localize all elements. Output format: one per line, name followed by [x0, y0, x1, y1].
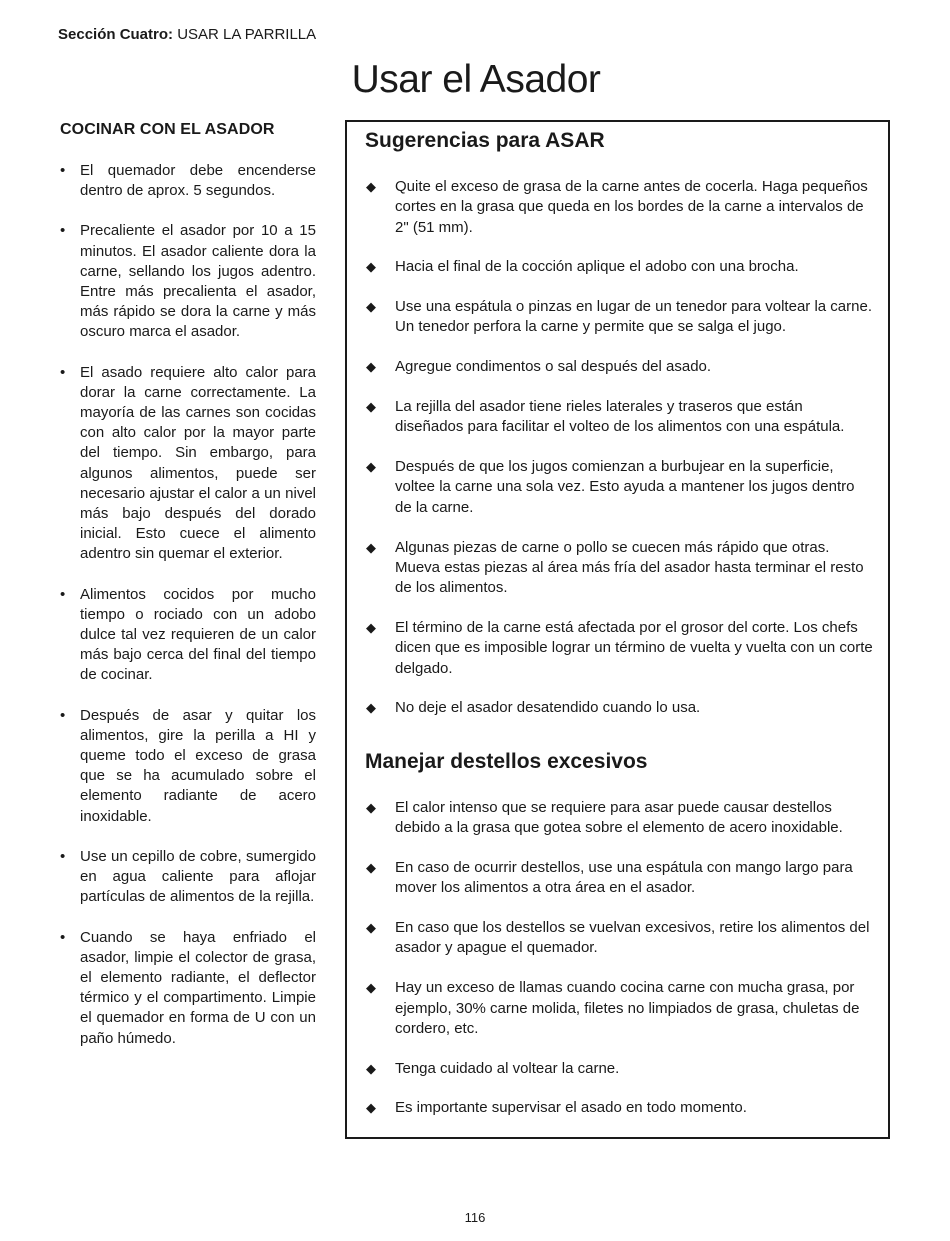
- list-item-text: En caso que los destellos se vuelvan excesivos, retire los alimentos del asador y apague el quemador.: [395, 919, 870, 957]
- list-item: [365, 257, 875, 277]
- page-title: Usar el Asador: [351, 58, 601, 101]
- diamond-bullet-icon: ◆: [366, 1100, 376, 1116]
- list-item-text: Hay un exceso de llamas cuando cocina carne con mucha grasa, por ejemplo, 30% carne molida, filetes no limpiados de grasa, chuletas de cordero, etc.: [395, 979, 860, 1037]
- list-item-text: Hacia el final de la cocción aplique el adobo con una brocha.: [395, 258, 799, 276]
- list-item-text: Quite el exceso de grasa de la carne antes de cocerla. Haga pequeños cortes en la grasa que queda en los bordes de la carne a intervalos de 2" (51 mm).: [395, 178, 868, 236]
- list-item-text: Después de asar y quitar los alimentos, gire la perilla a HI y queme todo el exceso de grasa que se ha acumulado sobre el elemento radiante de acero inoxidable.: [80, 706, 316, 825]
- list-item-text: Tenga cuidado al voltear la carne.: [395, 1059, 620, 1077]
- diamond-bullet-icon: ◆: [366, 800, 376, 815]
- bullet-icon: •: [60, 162, 66, 179]
- list-item-text: La rejilla del asador tiene rieles laterales y traseros que están diseñados para facilitar el volteo de los alimentos con una espátula.: [395, 398, 845, 436]
- diamond-bullet-icon: ◆: [366, 459, 376, 475]
- bullet-icon: •: [60, 585, 66, 603]
- list-item-text: No deje el asador desatendido cuando lo usa.: [395, 699, 701, 717]
- list-item-text: Algunas piezas de carne o pollo se cuecen más rápido que otras. Mueva estas piezas al área más fría del asador hasta terminar el resto de los alimentos.: [395, 538, 864, 597]
- list-item: [365, 978, 875, 1039]
- tips-box: [345, 120, 890, 1139]
- list-item-text: Cuando se haya enfriado el asador, limpie el colector de grasa, el elemento radiante, el deflector térmico y el compartimento. Limpie el quemador en forma de U con un paño húmedo.: [80, 928, 316, 1047]
- list-item: [60, 221, 316, 342]
- list-item: [365, 397, 875, 438]
- list-item: [365, 538, 875, 599]
- list-item: [60, 585, 316, 686]
- bullet-icon: •: [60, 706, 66, 724]
- list-item-text: El asado requiere alto calor para dorar la carne correctamente. La mayoría de las carnes son cocidas con alto calor por la mayor parte del tiempo. Sin embargo, para algunos alimentos, puede ser necesario ajustar el calor a un nivel más bajo después del dorado inicial. Esto cuece el alimento adentro sin quemar el exterior.: [80, 363, 316, 563]
- list-item: [365, 357, 875, 377]
- list-item: [365, 1059, 875, 1079]
- diamond-bullet-icon: ◆: [366, 920, 376, 936]
- list-item-text: En caso de ocurrir destellos, use una espátula con mango largo para mover los alimentos a otra área en el asador.: [395, 859, 853, 897]
- grilling-instructions-list: [60, 161, 316, 1049]
- list-item: [365, 457, 875, 518]
- diamond-bullet-icon: ◆: [366, 539, 376, 555]
- flareups-heading: Manejar destellos excesivos: [365, 750, 648, 773]
- list-item: [60, 847, 316, 908]
- list-item: [365, 918, 875, 959]
- bullet-icon: •: [60, 363, 66, 381]
- list-item: [365, 618, 875, 679]
- list-item: [365, 798, 875, 839]
- list-item: [60, 706, 316, 827]
- list-item: [60, 161, 316, 201]
- list-item-text: El término de la carne está afectada por el grosor del corte. Los chefs dicen que es imposible lograr un término de vuelta y vuelta con un corte delgado.: [395, 618, 873, 677]
- section-prefix: Sección Cuatro:: [58, 26, 174, 43]
- diamond-bullet-icon: ◆: [366, 1060, 376, 1076]
- grilling-instructions-column: [60, 121, 316, 1069]
- diamond-bullet-icon: ◆: [366, 619, 376, 635]
- suggestions-heading: Sugerencias para ASAR: [365, 129, 605, 152]
- list-item-text: El quemador debe encenderse dentro de aprox. 5 segundos.: [80, 162, 316, 200]
- list-item: [60, 363, 316, 565]
- bullet-icon: •: [60, 847, 66, 865]
- left-column-heading: COCINAR CON EL ASADOR: [60, 121, 275, 138]
- list-item-text: Use una espátula o pinzas en lugar de un tenedor para voltear la carne. Un tenedor perfora la carne y permite que se salga el jugo.: [395, 298, 872, 336]
- list-item-text: Use un cepillo de cobre, sumergido en agua caliente para aflojar partículas de alimentos de la rejilla.: [80, 847, 316, 906]
- section-label: [58, 26, 316, 43]
- section-name: USAR LA PARRILLA: [177, 26, 317, 43]
- page-number: 116: [464, 1210, 486, 1225]
- list-item-text: Es importante supervisar el asado en todo momento.: [395, 1099, 747, 1117]
- list-item-text: El calor intenso que se requiere para asar puede causar destellos debido a la grasa que gotea sobre el elemento de acero inoxidable.: [395, 799, 843, 837]
- list-item-text: Después de que los jugos comienzan a burbujear en la superficie, voltee la carne una sola vez. Esto ayuda a mantener los jugos dentro de la carne.: [395, 458, 855, 516]
- bullet-icon: •: [60, 222, 66, 240]
- list-item: [365, 1098, 875, 1118]
- bullet-icon: •: [60, 928, 66, 946]
- list-item: [365, 297, 875, 338]
- list-item: [365, 858, 875, 899]
- diamond-bullet-icon: ◆: [366, 860, 376, 876]
- diamond-bullet-icon: ◆: [366, 399, 376, 415]
- diamond-bullet-icon: ◆: [366, 299, 376, 315]
- list-item: [365, 177, 875, 238]
- suggestions-list: [365, 177, 875, 738]
- diamond-bullet-icon: ◆: [366, 700, 376, 716]
- list-item-text: Precaliente el asador por 10 a 15 minutos. El asador caliente dora la carne, sellando los jugos adentro. Entre más precalienta el asador, más rápido se dora la carne y más oscuro marca el asador.: [80, 222, 316, 341]
- list-item-text: Alimentos cocidos por mucho tiempo o rociado con un adobo dulce tal vez requieren de un calor más bajo cerca del final del tiempo de cocinar.: [80, 585, 316, 684]
- diamond-bullet-icon: ◆: [366, 179, 376, 194]
- diamond-bullet-icon: ◆: [366, 359, 376, 375]
- list-item: [60, 928, 316, 1049]
- flareups-list: [365, 798, 875, 1138]
- diamond-bullet-icon: ◆: [366, 259, 376, 275]
- diamond-bullet-icon: ◆: [366, 980, 376, 996]
- list-item: [365, 698, 875, 718]
- list-item-text: Agregue condimentos o sal después del asado.: [395, 358, 712, 376]
